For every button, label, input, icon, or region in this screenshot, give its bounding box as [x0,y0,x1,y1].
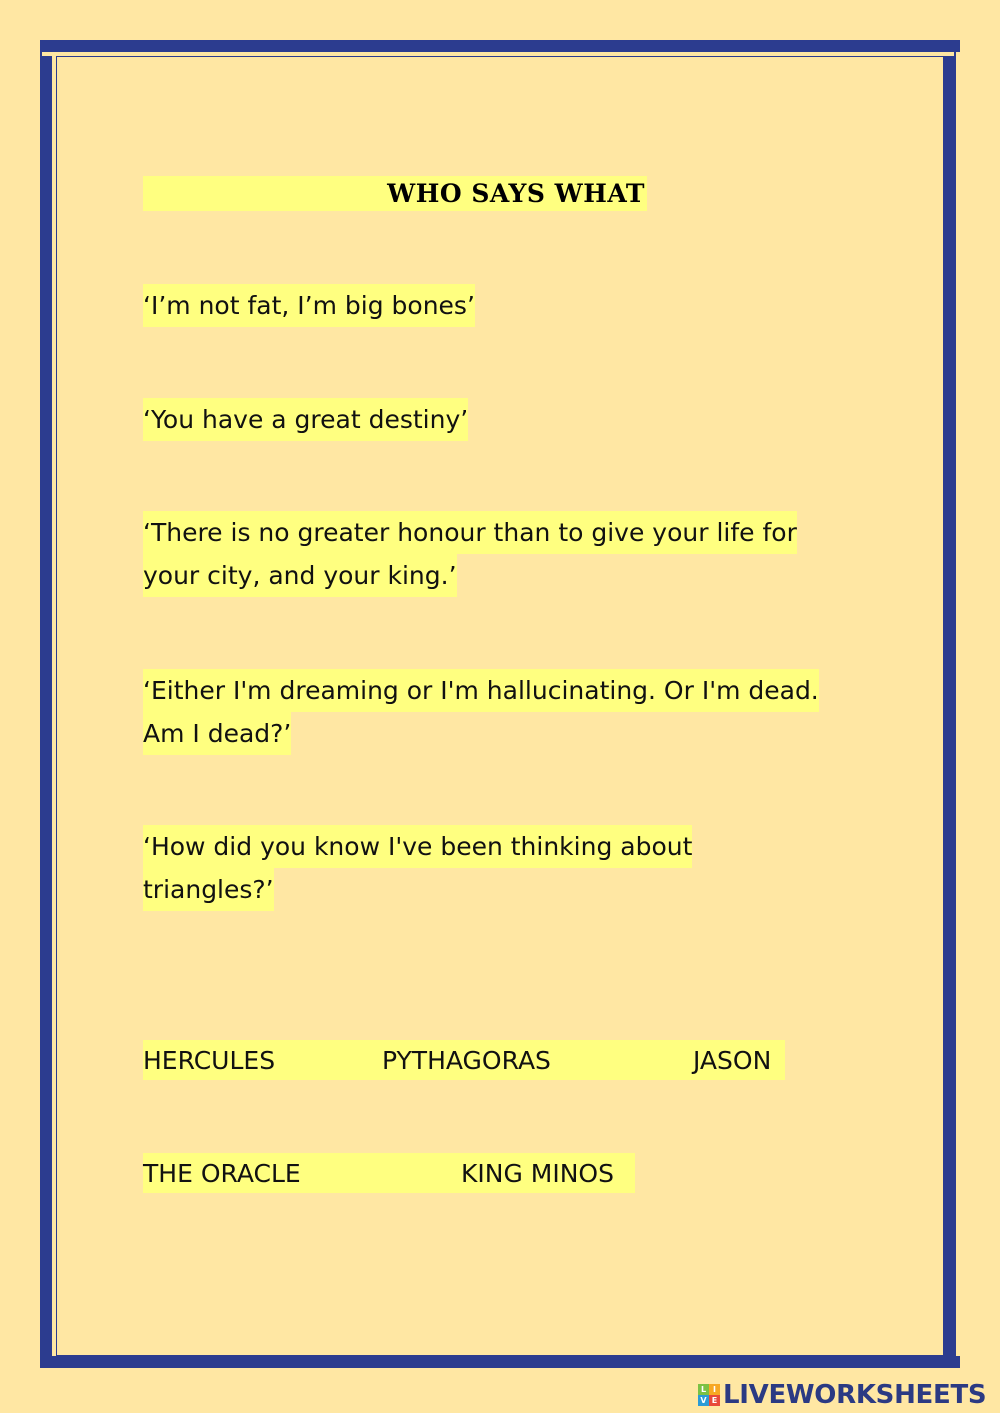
name-option: THE ORACLE [143,1158,301,1188]
quote-3 [143,511,797,597]
greek-key-border-bottom [40,1356,960,1372]
logo-mark-letter: I [709,1384,720,1395]
name-option: KING MINOS [461,1158,614,1188]
greek-key-border-top [40,40,960,56]
quote-line: your city, and your king.’ [143,554,457,597]
quote-line: ‘You have a great destiny’ [143,398,468,441]
name-option: HERCULES [143,1045,276,1075]
title-highlight [143,176,647,211]
quote-line: ‘There is no greater honour than to give your life for [143,511,797,554]
logo-mark-letter: L [698,1384,709,1395]
greek-key-border-left [40,56,56,1356]
logo-text: LIVEWORKSHEETS [723,1380,987,1410]
quote-line: Am I dead?’ [143,712,291,755]
liveworksheets-logo[interactable] [698,1380,986,1410]
name-option: PYTHAGORAS [382,1045,551,1075]
names-row-2 [143,1153,635,1193]
page-title: WHO SAYS WHAT [387,179,645,208]
names-row-1 [143,1040,785,1080]
quote-2 [143,398,468,441]
greek-key-border-right [944,56,960,1356]
quote-line: ‘How did you know I've been thinking about [143,825,692,868]
quote-4 [143,669,819,755]
liveworksheets-logo-icon [698,1384,720,1406]
name-option: JASON [693,1045,772,1075]
quote-5 [143,825,692,911]
quote-line: ‘Either I'm dreaming or I'm hallucinating. Or I'm dead. [143,669,819,712]
logo-mark-letter: V [698,1395,709,1406]
quote-line: ‘I’m not fat, I’m big bones’ [143,284,475,327]
quote-line: triangles?’ [143,868,274,911]
logo-mark-letter: E [709,1395,720,1406]
quote-1 [143,284,475,327]
